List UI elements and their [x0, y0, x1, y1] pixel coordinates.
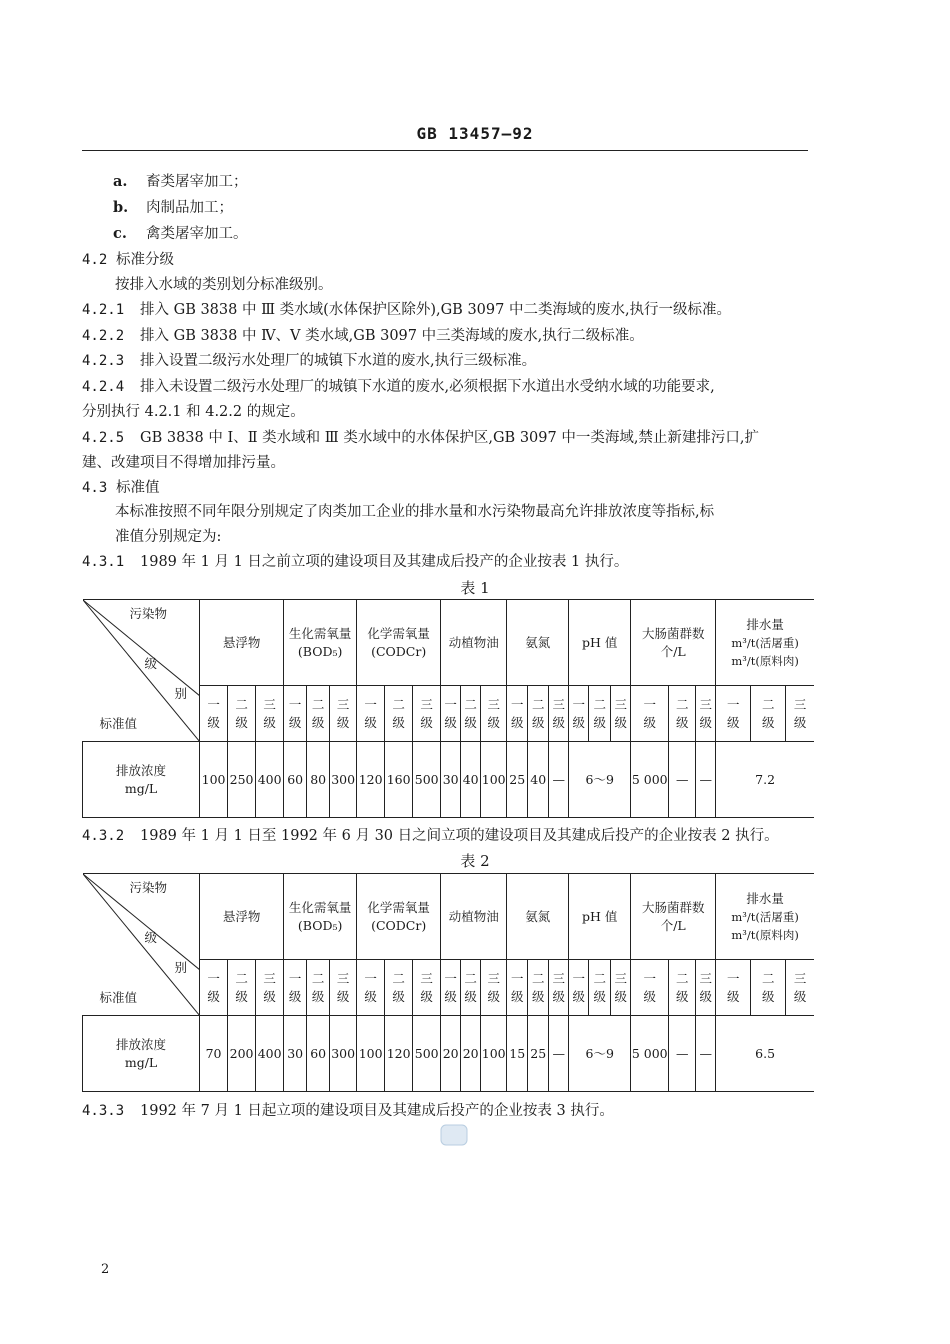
header-rule [82, 150, 808, 151]
table-2-caption: 表 2 [460, 852, 490, 870]
grade-cell: 二 级 [307, 686, 330, 742]
section-4-2-2 [82, 326, 644, 346]
section-text: 1989 年 1 月 1 日至 1992 年 6 月 30 日之间立项的建设项目及其建成后投产的企业按表 2 执行。 [140, 828, 779, 844]
header-coli-label: 大肠菌群数 [641, 899, 705, 915]
section-4-2 [82, 250, 174, 270]
header-ph: pH 值 [569, 600, 631, 686]
header-coli-label: 大肠菌群数 [641, 625, 705, 641]
header-flow-unit1: m³/t(活屠重) [731, 909, 799, 924]
value-cell: 400 [256, 742, 284, 818]
page-number: 2 [101, 1262, 110, 1277]
value-cell: 100 [481, 742, 507, 818]
value-cell: 40 [528, 742, 549, 818]
grade-cell: 二 级 [751, 960, 786, 1016]
value-cell: 20 [441, 1016, 461, 1092]
grade-cell: 一 级 [716, 960, 751, 1016]
row-label-name: 排放浓度 [116, 762, 167, 778]
value-cell: 40 [461, 742, 481, 818]
section-text: 排入 GB 3838 中 Ⅲ 类水域(水体保护区除外),GB 3097 中二类海域的废水,执行一级标准。 [140, 302, 732, 318]
section-number: 4.3.1 [82, 554, 125, 570]
corner-std: 标准值 [99, 716, 138, 731]
grade-cell: 二 级 [669, 960, 696, 1016]
grade-cell: 三 级 [786, 960, 814, 1016]
grade-cell: 二 级 [461, 686, 481, 742]
header-coli [631, 600, 716, 686]
corner-cell [83, 600, 200, 742]
row-label-unit: mg/L [124, 1054, 158, 1070]
section-text: GB 3838 中 Ⅰ、Ⅱ 类水域和 Ⅲ 类水域中的水体保护区,GB 3097 中一类海域,禁止新建排污口,扩 [140, 430, 760, 446]
header-bod-label: 生化需氧量 [288, 899, 352, 915]
header-flow-unit2: m³/t(原料肉) [731, 653, 799, 668]
value-cell: 200 [228, 1016, 256, 1092]
grade-cell: 三 级 [481, 686, 507, 742]
value-cell: — [669, 742, 696, 818]
grade-cell: 三 级 [549, 960, 569, 1016]
header-coli [631, 874, 716, 960]
value-cell: 15 [507, 1016, 528, 1092]
section-4-2-intro: 按排入水域的类别划分标准级别。 [115, 277, 333, 293]
section-4-3-2 [82, 826, 779, 846]
value-cell: — [669, 1016, 696, 1092]
grade-cell: 一 级 [507, 960, 528, 1016]
value-cell: 30 [441, 742, 461, 818]
grade-cell: 二 级 [461, 960, 481, 1016]
header-ph: pH 值 [569, 874, 631, 960]
section-number: 4.2.1 [82, 302, 125, 318]
value-cell: 6～9 [569, 1016, 631, 1092]
row-label [83, 742, 200, 818]
page-header: GB 13457—92 [416, 124, 534, 143]
list-marker: b. [113, 199, 129, 216]
list-text: 禽类屠宰加工。 [146, 226, 248, 242]
grade-cell: 二 级 [669, 686, 696, 742]
value-cell: 6～9 [569, 742, 631, 818]
grade-cell: 三 级 [696, 686, 716, 742]
corner-pollutant: 污染物 [129, 880, 168, 895]
table-header-row [83, 874, 815, 960]
header-ss: 悬浮物 [200, 874, 284, 960]
corner-cell [83, 874, 200, 1016]
header-oil: 动植物油 [441, 874, 507, 960]
section-4-2-5 [82, 428, 759, 448]
value-cell: 500 [413, 1016, 441, 1092]
grade-cell: 三 级 [481, 960, 507, 1016]
grade-cell: 三 级 [330, 960, 357, 1016]
section-text: 1992 年 7 月 1 日起立项的建设项目及其建成后投产的企业按表 3 执行。 [140, 1103, 614, 1119]
header-nh: 氨氮 [507, 600, 569, 686]
grade-cell: 二 级 [307, 960, 330, 1016]
grade-cell: 一 级 [507, 686, 528, 742]
row-label [83, 1016, 200, 1092]
header-flow-unit2: m³/t(原料肉) [731, 927, 799, 942]
value-cell: 100 [357, 1016, 385, 1092]
corner-level: 级 [144, 656, 158, 671]
value-cell: 120 [385, 1016, 413, 1092]
data-row [83, 742, 815, 818]
header-cod-sub: (CODCr) [371, 643, 427, 659]
list-marker: c. [113, 225, 127, 242]
header-cod [357, 874, 441, 960]
header-bod [284, 874, 357, 960]
value-cell: 300 [330, 1016, 357, 1092]
grade-cell: 三 级 [413, 960, 441, 1016]
list-item-b [113, 198, 233, 218]
grade-cell: 二 级 [385, 686, 413, 742]
grade-cell: 一 级 [631, 960, 669, 1016]
section-4-2-5-cont: 建、改建项目不得增加排污量。 [82, 455, 285, 471]
table-2 [82, 873, 814, 1092]
table-header-row [83, 600, 815, 686]
grade-cell: 二 级 [528, 960, 549, 1016]
section-4-3-3 [82, 1101, 614, 1121]
header-flow-label: 排水量 [746, 616, 784, 632]
table-1-caption: 表 1 [460, 579, 490, 597]
list-text: 畜类屠宰加工； [146, 174, 248, 190]
grade-cell: 一 级 [200, 686, 228, 742]
value-cell: 20 [461, 1016, 481, 1092]
section-number: 4.2 [82, 252, 108, 268]
grade-cell: 一 级 [284, 686, 307, 742]
value-cell: 70 [200, 1016, 228, 1092]
grade-cell: 二 级 [528, 686, 549, 742]
header-flow [716, 600, 814, 686]
grade-cell: 一 级 [441, 960, 461, 1016]
section-number: 4.3.2 [82, 828, 125, 844]
grade-cell: 三 级 [330, 686, 357, 742]
sac-logo-icon [440, 1124, 468, 1146]
row-label-unit: mg/L [124, 780, 158, 796]
data-row [83, 1016, 815, 1092]
grade-cell: 一 级 [716, 686, 751, 742]
value-cell: 500 [413, 742, 441, 818]
grade-cell: 三 级 [696, 960, 716, 1016]
value-cell: — [696, 1016, 716, 1092]
grade-cell: 一 级 [357, 686, 385, 742]
grade-cell: 三 级 [786, 686, 814, 742]
value-cell: 25 [528, 1016, 549, 1092]
table-1 [82, 599, 814, 818]
list-text: 肉制品加工； [146, 200, 233, 216]
value-cell: — [696, 742, 716, 818]
grade-cell: 一 级 [200, 960, 228, 1016]
section-text: 排入设置二级污水处理厂的城镇下水道的废水,执行三级标准。 [140, 353, 537, 369]
row-label-name: 排放浓度 [116, 1036, 167, 1052]
section-4-3 [82, 478, 160, 498]
value-cell: 100 [200, 742, 228, 818]
section-4-2-3 [82, 351, 536, 371]
corner-level: 级 [144, 930, 158, 945]
section-4-3-para: 本标准按照不同年限分别规定了肉类加工企业的排水量和水污染物最高允许排放浓度等指标,标 [115, 504, 715, 520]
header-bod-sub: (BOD₅) [297, 917, 343, 933]
grade-cell: 三 级 [256, 960, 284, 1016]
header-coli-unit: 个/L [660, 643, 686, 659]
value-cell: 25 [507, 742, 528, 818]
grade-cell: 一 级 [569, 686, 589, 742]
corner-std: 标准值 [99, 990, 138, 1005]
value-cell: 60 [284, 742, 307, 818]
value-cell: 30 [284, 1016, 307, 1092]
corner-pollutant: 污染物 [129, 606, 168, 621]
section-title: 标准分级 [116, 252, 174, 268]
section-4-2-4-cont: 分别执行 4.2.1 和 4.2.2 的规定。 [82, 404, 305, 420]
value-cell: 5 000 [631, 742, 669, 818]
section-number: 4.2.4 [82, 379, 125, 395]
header-nh: 氨氮 [507, 874, 569, 960]
grade-cell: 三 级 [549, 686, 569, 742]
section-text: 排入未设置二级污水处理厂的城镇下水道的废水,必须根据下水道出水受纳水域的功能要求, [140, 379, 715, 395]
grade-cell: 三 级 [413, 686, 441, 742]
value-cell: 100 [481, 1016, 507, 1092]
grade-cell: 三 级 [256, 686, 284, 742]
header-flow [716, 874, 814, 960]
list-marker: a. [113, 173, 128, 190]
section-title: 标准值 [116, 480, 160, 496]
header-bod-label: 生化需氧量 [288, 625, 352, 641]
grade-cell: 三 级 [611, 686, 631, 742]
grade-cell: 一 级 [357, 960, 385, 1016]
section-4-2-4 [82, 377, 715, 397]
header-coli-unit: 个/L [660, 917, 686, 933]
section-number: 4.2.3 [82, 353, 125, 369]
corner-bie: 别 [174, 960, 188, 975]
section-number: 4.2.2 [82, 328, 125, 344]
section-4-3-para-cont: 准值分别规定为: [115, 529, 222, 545]
grade-cell: 三 级 [611, 960, 631, 1016]
section-number: 4.3 [82, 480, 108, 496]
header-ss: 悬浮物 [200, 600, 284, 686]
header-flow-unit1: m³/t(活屠重) [731, 635, 799, 650]
grade-cell: 二 级 [228, 960, 256, 1016]
value-cell: 400 [256, 1016, 284, 1092]
value-cell: 250 [228, 742, 256, 818]
header-oil: 动植物油 [441, 600, 507, 686]
value-cell: 60 [307, 1016, 330, 1092]
value-cell: 5 000 [631, 1016, 669, 1092]
grade-cell: 二 级 [385, 960, 413, 1016]
value-cell: 160 [385, 742, 413, 818]
header-flow-label: 排水量 [746, 890, 784, 906]
header-cod [357, 600, 441, 686]
value-cell: — [549, 742, 569, 818]
value-cell: 7.2 [716, 742, 814, 818]
value-cell: 120 [357, 742, 385, 818]
header-cod-sub: (CODCr) [371, 917, 427, 933]
grade-cell: 二 级 [589, 960, 611, 1016]
value-cell: 80 [307, 742, 330, 818]
section-number: 4.2.5 [82, 430, 125, 446]
header-bod [284, 600, 357, 686]
value-cell: 300 [330, 742, 357, 818]
grade-cell: 一 级 [284, 960, 307, 1016]
list-item-c [113, 224, 248, 244]
value-cell: 6.5 [716, 1016, 814, 1092]
grade-cell: 一 级 [631, 686, 669, 742]
header-cod-label: 化学需氧量 [367, 625, 430, 641]
grade-cell: 一 级 [441, 686, 461, 742]
grade-cell: 二 级 [751, 686, 786, 742]
section-text: 排入 GB 3838 中 Ⅳ、Ⅴ 类水域,GB 3097 中三类海域的废水,执行二级标准。 [140, 328, 644, 344]
header-cod-label: 化学需氧量 [367, 899, 430, 915]
section-4-3-1 [82, 552, 628, 572]
list-item-a [113, 172, 248, 192]
header-bod-sub: (BOD₅) [297, 643, 343, 659]
corner-bie: 别 [174, 686, 188, 701]
section-number: 4.3.3 [82, 1103, 125, 1119]
grade-cell: 一 级 [569, 960, 589, 1016]
grade-cell: 二 级 [589, 686, 611, 742]
value-cell: — [549, 1016, 569, 1092]
grade-cell: 二 级 [228, 686, 256, 742]
section-4-2-1 [82, 300, 731, 320]
section-text: 1989 年 1 月 1 日之前立项的建设项目及其建成后投产的企业按表 1 执行。 [140, 554, 629, 570]
